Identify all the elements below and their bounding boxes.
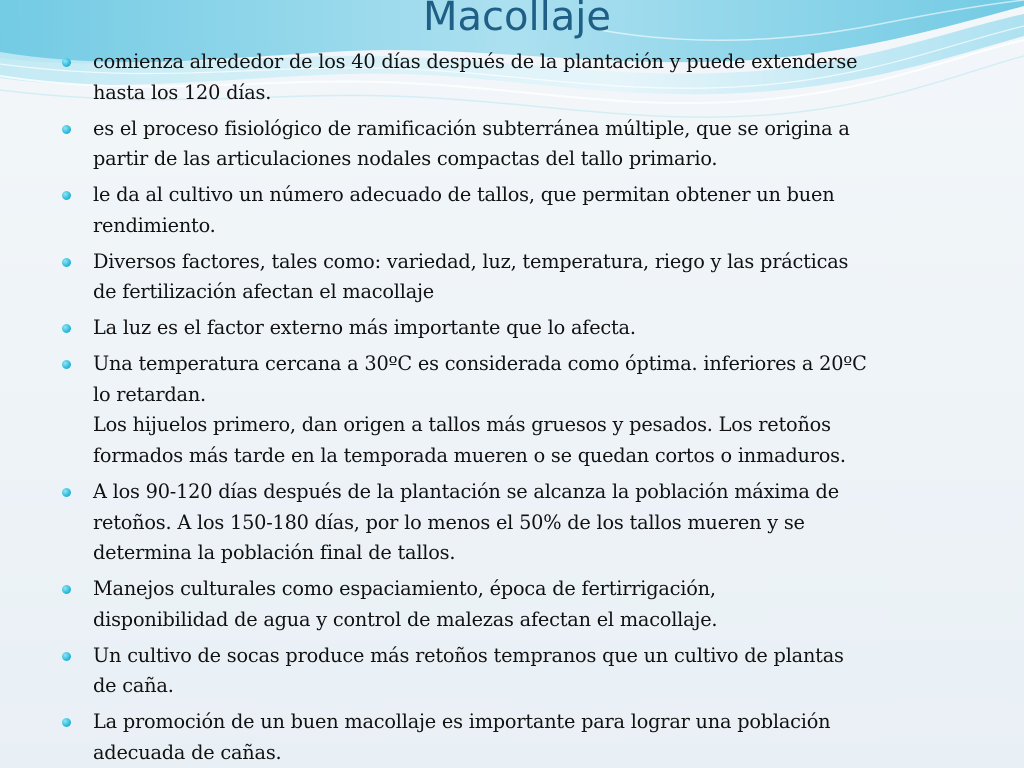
bullet-line: Manejos culturales como espaciamiento, época de fertirrigación, [93, 577, 716, 601]
bullet-item [56, 477, 976, 569]
bullet-item [56, 641, 976, 702]
bullet-line: de caña. [93, 674, 174, 698]
bullet-dot-icon [62, 258, 71, 267]
bullet-dot-icon [62, 585, 71, 594]
slide-title: Macollaje [423, 0, 611, 40]
bullet-line: partir de las articulaciones nodales compactas del tallo primario. [93, 147, 718, 171]
bullet-item [56, 47, 976, 108]
bullet-dot-icon [62, 324, 71, 333]
bullet-dot-icon [62, 488, 71, 497]
bullet-dot-icon [62, 360, 71, 369]
bullet-item [56, 247, 976, 308]
bullet-line: retoños. A los 150-180 días, por lo menos el 50% de los tallos mueren y se [93, 510, 805, 534]
bullet-line: es el proceso fisiológico de ramificación subterránea múltiple, que se origina a [93, 116, 850, 140]
bullet-line: adecuada de cañas. [93, 740, 282, 764]
bullet-item [56, 707, 976, 768]
bullet-line: determina la población final de tallos. [93, 541, 456, 565]
bullet-line: comienza alrededor de los 40 días después de la plantación y puede extenderse [93, 50, 858, 73]
bullet-line: rendimiento. [93, 213, 216, 237]
bullet-line: formados más tarde en la temporada mueren o se quedan cortos o inmaduros. [93, 443, 846, 467]
bullet-line: A los 90-120 días después de la plantación se alcanza la población máxima de [93, 480, 839, 504]
bullet-dot-icon [62, 652, 71, 661]
bullet-list [56, 47, 976, 768]
bullet-line: de fertilización afectan el macollaje [93, 280, 435, 304]
bullet-line: La promoción de un buen macollaje es importante para lograr una población [93, 710, 831, 734]
bullet-line: disponibilidad de agua y control de malezas afectan el macollaje. [93, 607, 718, 631]
bullet-dot-icon [62, 125, 71, 134]
bullet-line: lo retardan. [93, 382, 206, 406]
bullet-line: le da al cultivo un número adecuado de tallos, que permitan obtener un buen [93, 183, 835, 207]
bullet-line: La luz es el factor externo más importante que lo afecta. [93, 316, 636, 340]
bullet-line: Un cultivo de socas produce más retoños tempranos que un cultivo de plantas [93, 643, 844, 667]
bullet-line: Diversos factores, tales como: variedad, luz, temperatura, riego y las prácticas [93, 249, 849, 273]
bullet-item [56, 349, 976, 471]
bullet-dot-icon [62, 718, 71, 727]
bullet-dot-icon [62, 58, 71, 67]
bullet-item [56, 114, 976, 175]
bullet-item [56, 180, 976, 241]
bullet-item [56, 313, 976, 344]
bullet-item [56, 574, 976, 635]
bullet-line: Una temperatura cercana a 30ºC es considerada como óptima. inferiores a 20ºC [93, 352, 867, 376]
bullet-dot-icon [62, 191, 71, 200]
bullet-line: hasta los 120 días. [93, 80, 272, 104]
bullet-line: Los hijuelos primero, dan origen a tallos más gruesos y pesados. Los retoños [93, 413, 831, 437]
